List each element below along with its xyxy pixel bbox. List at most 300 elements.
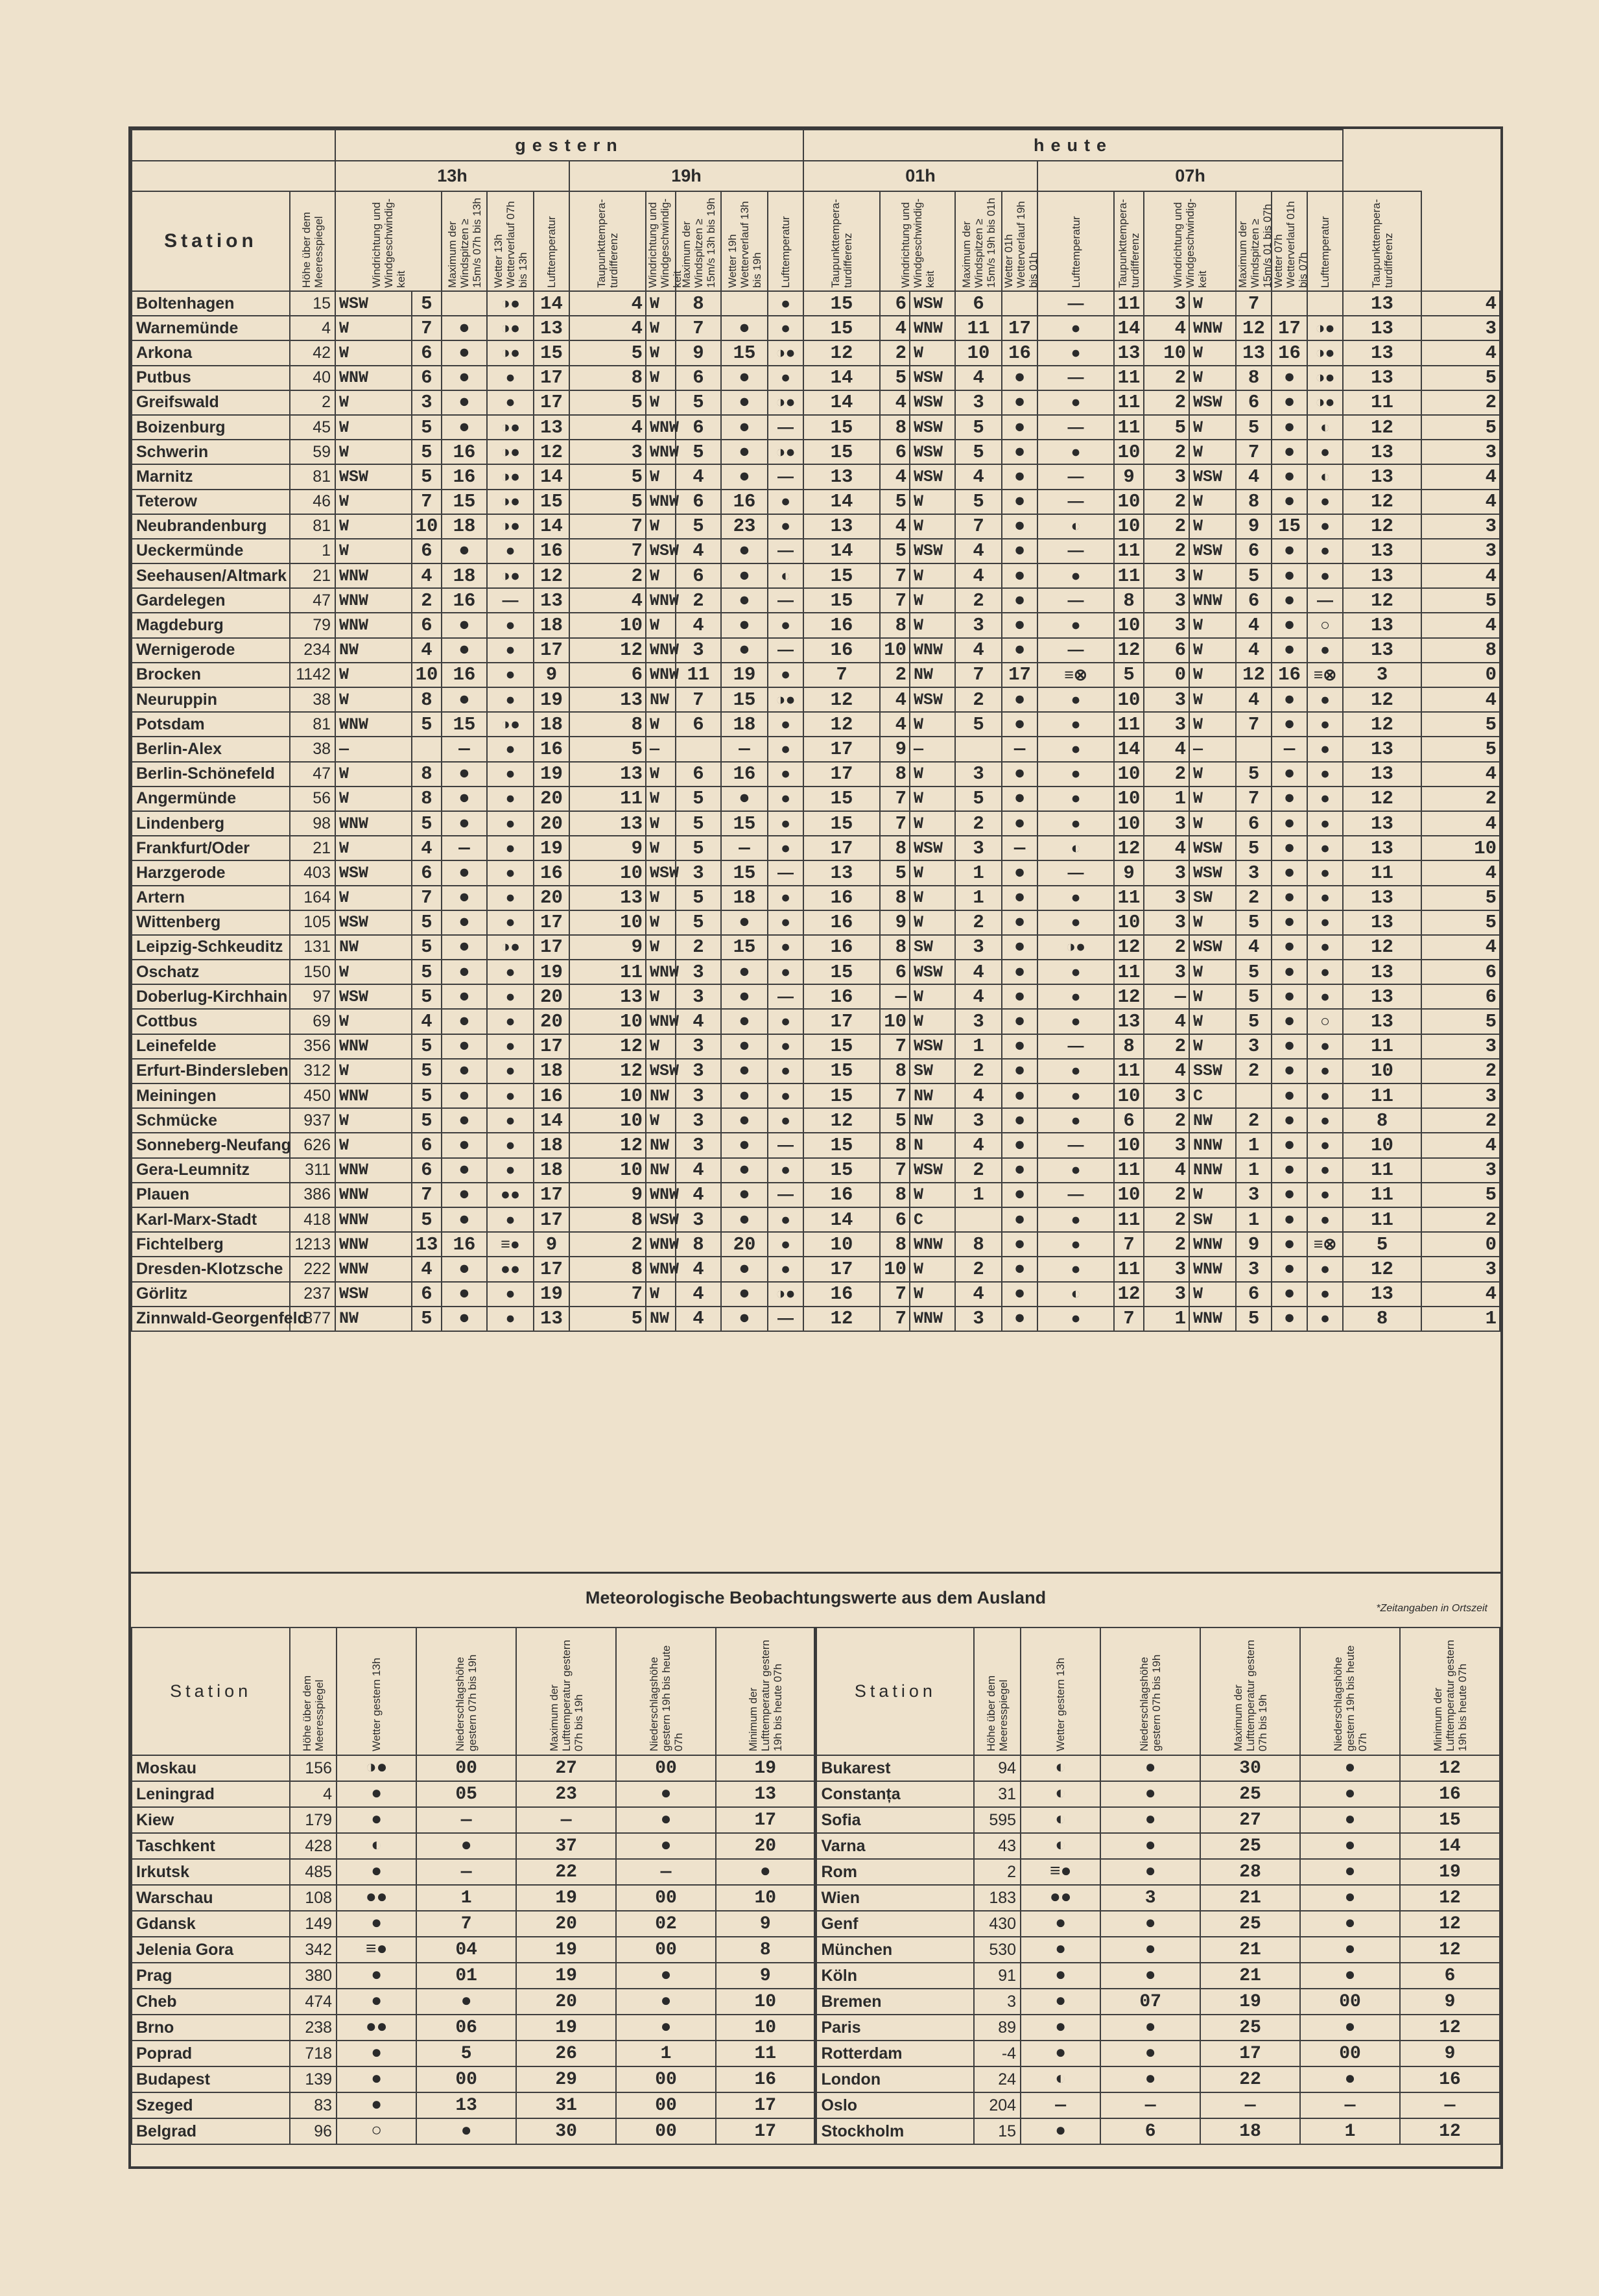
cell: ● — [616, 2015, 716, 2041]
cell: 13 — [416, 2092, 516, 2118]
table-row — [132, 1232, 1500, 1257]
cell: 3 — [1421, 1034, 1500, 1059]
cell: ◑● — [487, 563, 534, 588]
cell: 00 — [616, 1885, 716, 1911]
cell: W — [1189, 440, 1236, 464]
cell: 05 — [416, 1781, 516, 1807]
cell: 16 — [442, 440, 487, 464]
cell: WNW — [910, 638, 955, 663]
wind07-header: Windrichtung und Windgeschwindig-keit — [1144, 191, 1236, 291]
cell: 5 — [955, 712, 1002, 737]
cell: ● — [442, 1307, 487, 1331]
cell: 3 — [1144, 712, 1189, 737]
foreign-station-name: Stockholm — [816, 2118, 974, 2144]
cell: 13 — [569, 687, 646, 712]
cell: 17 — [716, 2118, 816, 2144]
cell: 1 — [955, 860, 1002, 885]
table-row — [132, 1859, 1500, 1885]
cell: WSW — [1189, 464, 1236, 489]
cell: 311 — [290, 1158, 335, 1183]
cell: 13 — [1343, 366, 1421, 390]
cell: 4 — [1144, 1009, 1189, 1034]
cell: 19 — [516, 1937, 616, 1963]
cell: ● — [716, 1859, 816, 1885]
cell: 16 — [442, 663, 487, 687]
cell: 6 — [880, 1207, 910, 1232]
cell: 12 — [569, 1059, 646, 1083]
cell: — — [1272, 737, 1307, 761]
cell: W — [910, 860, 955, 885]
cell: ● — [1300, 1885, 1400, 1911]
cell: NW — [910, 1108, 955, 1133]
cell: 2 — [955, 588, 1002, 613]
cell: 12 — [569, 1133, 646, 1157]
cell: ● — [1272, 1282, 1307, 1307]
cell: 4 — [955, 984, 1002, 1009]
cell: 02 — [616, 1911, 716, 1937]
cell: 6 — [412, 1158, 442, 1183]
cell: 2 — [676, 935, 721, 960]
cell: ● — [487, 1059, 534, 1083]
cell: ● — [1037, 787, 1114, 811]
cell: 6 — [880, 960, 910, 984]
cell: ◐ — [1021, 1807, 1100, 1833]
cell: W — [335, 490, 412, 514]
cell: 6 — [1400, 1963, 1500, 1989]
cell: WNW — [646, 415, 676, 440]
cell: 2 — [1144, 539, 1189, 563]
table-row — [132, 1963, 1500, 1989]
cell: 15 — [803, 563, 880, 588]
cell: 15 — [803, 811, 880, 836]
cell: 4 — [1421, 291, 1500, 316]
cell: 8 — [412, 787, 442, 811]
cell: 7 — [880, 787, 910, 811]
table-row — [132, 1781, 1500, 1807]
cell: 17 — [1002, 663, 1037, 687]
cell: 3 — [955, 613, 1002, 637]
cell: ● — [487, 539, 534, 563]
cell: 15 — [803, 1059, 880, 1083]
cell: 11 — [1114, 366, 1144, 390]
cell: — — [721, 836, 768, 860]
cell: 12 — [1114, 984, 1144, 1009]
foreign-hoehe-left: Höhe über dem Meeresspiegel — [290, 1627, 337, 1755]
cell: 3 — [676, 1108, 721, 1133]
cell: 2 — [1236, 1059, 1272, 1083]
station-name: Doberlug-Kirchhain — [132, 984, 290, 1009]
cell: WSW — [646, 1207, 676, 1232]
foreign-station-name: Moskau — [132, 1755, 290, 1781]
cell: 17 — [803, 1257, 880, 1281]
cell: ● — [1272, 960, 1307, 984]
cell: ● — [487, 960, 534, 984]
cell: 7 — [1236, 291, 1272, 316]
station-name: Karl-Marx-Stadt — [132, 1207, 290, 1232]
foreign-station-name: Genf — [816, 1911, 974, 1937]
cell: ● — [768, 663, 803, 687]
cell: 238 — [290, 2015, 337, 2041]
cell: ◐ — [1021, 1781, 1100, 1807]
cell: 4 — [1236, 613, 1272, 637]
cell: 2 — [1144, 762, 1189, 787]
cell: 4 — [955, 464, 1002, 489]
cell: 2 — [1421, 787, 1500, 811]
cell: WSW — [910, 440, 955, 464]
cell: WNW — [335, 1183, 412, 1207]
cell: 11 — [1343, 1034, 1421, 1059]
station-name: Plauen — [132, 1183, 290, 1207]
cell: ○ — [1307, 613, 1343, 637]
cell: 8 — [1343, 1307, 1421, 1331]
cell: 16 — [442, 1232, 487, 1257]
cell: ● — [442, 762, 487, 787]
table-row — [132, 1257, 1500, 1281]
cell: W — [1189, 490, 1236, 514]
cell: W — [335, 663, 412, 687]
cell: 16 — [803, 984, 880, 1009]
cell: W — [910, 613, 955, 637]
cell: 8 — [569, 1207, 646, 1232]
cell — [1236, 1083, 1272, 1108]
cell: 8 — [955, 1232, 1002, 1257]
cell: 89 — [974, 2015, 1021, 2041]
cell: 8 — [880, 415, 910, 440]
cell: ● — [442, 1207, 487, 1232]
cell: ● — [721, 415, 768, 440]
cell: 91 — [974, 1963, 1021, 1989]
cell: 5 — [412, 712, 442, 737]
cell: 8 — [676, 1232, 721, 1257]
cell: 38 — [290, 737, 335, 761]
cell: 1 — [616, 2041, 716, 2066]
cell: WSW — [910, 960, 955, 984]
cell: 13 — [1343, 539, 1421, 563]
cell: ● — [1002, 539, 1037, 563]
table-row — [132, 638, 1500, 663]
cell: — — [768, 588, 803, 613]
cell: 5 — [955, 415, 1002, 440]
cell: ● — [1100, 1963, 1200, 1989]
station-name: Boizenburg — [132, 415, 290, 440]
station-name: Teterow — [132, 490, 290, 514]
cell: 11 — [1343, 1183, 1421, 1207]
cell: ● — [616, 1781, 716, 1807]
table-row — [132, 1885, 1500, 1911]
cell: ● — [721, 613, 768, 637]
cell — [676, 737, 721, 761]
cell: W — [646, 316, 676, 340]
h19-header: 19h — [569, 161, 803, 191]
station-name: Artern — [132, 886, 290, 910]
cell: ● — [1307, 638, 1343, 663]
cell: 12 — [1343, 514, 1421, 539]
cell: W — [910, 563, 955, 588]
cell: 12 — [1114, 836, 1144, 860]
cell: ● — [442, 984, 487, 1009]
cell: WNW — [335, 366, 412, 390]
cell: ● — [442, 1158, 487, 1183]
cell: 25 — [1200, 2015, 1300, 2041]
cell: ◑● — [487, 464, 534, 489]
cell: WSW — [646, 539, 676, 563]
table-row — [132, 490, 1500, 514]
cell: ● — [768, 836, 803, 860]
h13-header: 13h — [335, 161, 569, 191]
cell: 150 — [290, 960, 335, 984]
cell: 5 — [1421, 1183, 1500, 1207]
cell: — — [1037, 860, 1114, 885]
cell: — — [768, 1183, 803, 1207]
cell: ●● — [487, 1257, 534, 1281]
cell: 7 — [880, 1034, 910, 1059]
cell: ●● — [1021, 1885, 1100, 1911]
cell: NW — [335, 638, 412, 663]
cell: WSW — [1189, 935, 1236, 960]
cell: W — [1189, 613, 1236, 637]
cell: 5 — [880, 490, 910, 514]
cell: 4 — [880, 712, 910, 737]
cell: 47 — [290, 762, 335, 787]
cell: 21 — [290, 836, 335, 860]
cell: ● — [487, 687, 534, 712]
cell: 4 — [676, 1009, 721, 1034]
table-row — [132, 2015, 1500, 2041]
cell: W — [1189, 291, 1236, 316]
cell: ● — [721, 1257, 768, 1281]
cell: 5 — [676, 390, 721, 415]
cell: 4 — [955, 366, 1002, 390]
foreign-table — [131, 1627, 1500, 2145]
cell: 5 — [412, 811, 442, 836]
cell: 00 — [616, 2066, 716, 2092]
cell: 10 — [569, 860, 646, 885]
cell: ◐ — [1021, 1755, 1100, 1781]
cell: ● — [1021, 1989, 1100, 2015]
cell: -4 — [974, 2041, 1021, 2066]
cell: 2 — [955, 910, 1002, 935]
cell: 2 — [955, 687, 1002, 712]
cell: ≡● — [487, 1232, 534, 1257]
table-row — [132, 836, 1500, 860]
cell: 1 — [1236, 1133, 1272, 1157]
cell: 12 — [534, 563, 569, 588]
cell: WNW — [335, 613, 412, 637]
cell: 6 — [1421, 984, 1500, 1009]
table-row — [132, 712, 1500, 737]
cell: ● — [1002, 490, 1037, 514]
cell: 40 — [290, 366, 335, 390]
cell: 5 — [955, 440, 1002, 464]
cell: 29 — [516, 2066, 616, 2092]
cell: 20 — [516, 1911, 616, 1937]
cell: 11 — [1114, 415, 1144, 440]
cell: WSW — [335, 984, 412, 1009]
cell: WNW — [910, 1307, 955, 1331]
cell: 98 — [290, 811, 335, 836]
cell: ● — [721, 539, 768, 563]
cell: 5 — [1421, 415, 1500, 440]
cell: 5 — [569, 340, 646, 365]
cell: NNW — [1189, 1133, 1236, 1157]
cell: WSW — [335, 860, 412, 885]
cell: 5 — [676, 836, 721, 860]
cell: 5 — [1236, 1009, 1272, 1034]
cell: ● — [721, 588, 768, 613]
cell: 20 — [534, 787, 569, 811]
cell: 10 — [569, 1108, 646, 1133]
cell: 13 — [716, 1781, 816, 1807]
cell: 12 — [569, 1034, 646, 1059]
cell: 2 — [1144, 1034, 1189, 1059]
cell: — — [1037, 1034, 1114, 1059]
cell: ● — [1037, 1207, 1114, 1232]
cell: 00 — [616, 1755, 716, 1781]
cell — [955, 1207, 1002, 1232]
cell: 11 — [1343, 390, 1421, 415]
cell: ● — [1037, 687, 1114, 712]
cell: ● — [1307, 836, 1343, 860]
cell: ● — [1300, 1781, 1400, 1807]
cell: 0 — [1144, 663, 1189, 687]
cell: 17 — [1002, 316, 1037, 340]
cell: 16 — [1272, 340, 1307, 365]
cell: 31 — [516, 2092, 616, 2118]
station-name: Gardelegen — [132, 588, 290, 613]
cell: ● — [1300, 1833, 1400, 1859]
cell: ● — [487, 787, 534, 811]
cell: ◑● — [487, 415, 534, 440]
cell: — — [1037, 464, 1114, 489]
cell: W — [910, 588, 955, 613]
cell: 6 — [1236, 539, 1272, 563]
cell: 2 — [1421, 390, 1500, 415]
cell: ● — [442, 1083, 487, 1108]
cell: 380 — [290, 1963, 337, 1989]
cell: ● — [487, 1108, 534, 1133]
cell: 13 — [1343, 340, 1421, 365]
cell: 3 — [1421, 539, 1500, 563]
cell: 18 — [534, 712, 569, 737]
station-name: Seehausen/Altmark — [132, 563, 290, 588]
cell: 10 — [880, 1257, 910, 1281]
cell: C — [910, 1207, 955, 1232]
cell: 2 — [1144, 1183, 1189, 1207]
cell: ● — [487, 638, 534, 663]
station-name: Brocken — [132, 663, 290, 687]
cell: ● — [1100, 1911, 1200, 1937]
cell: 3 — [1144, 860, 1189, 885]
cell: W — [646, 886, 676, 910]
tau01-header: Taupunkttempera-turdifferenz — [1114, 191, 1144, 291]
station-name: Frankfurt/Oder — [132, 836, 290, 860]
cell: 9 — [569, 1183, 646, 1207]
cell: 4 — [1144, 737, 1189, 761]
cell: ● — [768, 935, 803, 960]
cell: 11 — [569, 787, 646, 811]
cell: ● — [442, 366, 487, 390]
cell: 15 — [803, 440, 880, 464]
cell: 356 — [290, 1034, 335, 1059]
cell: ● — [442, 860, 487, 885]
cell: — — [768, 539, 803, 563]
station-name: Lindenberg — [132, 811, 290, 836]
cell: 1 — [1236, 1158, 1272, 1183]
cell: ◑● — [768, 340, 803, 365]
cell: 3 — [1421, 440, 1500, 464]
cell: ● — [442, 1034, 487, 1059]
cell: ●● — [337, 1885, 416, 1911]
cell: ● — [1037, 440, 1114, 464]
cell: — — [416, 1859, 516, 1885]
cell: 937 — [290, 1108, 335, 1133]
cell: 21 — [1200, 1885, 1300, 1911]
cell: 9 — [880, 910, 910, 935]
cell: 2 — [569, 1232, 646, 1257]
cell: ● — [1002, 563, 1037, 588]
cell: 3 — [1144, 1282, 1189, 1307]
cell: 16 — [534, 1083, 569, 1108]
cell: 5 — [412, 910, 442, 935]
cell: 19 — [534, 1282, 569, 1307]
cell: 183 — [974, 1885, 1021, 1911]
cell: ●● — [487, 1183, 534, 1207]
cell: — — [1037, 539, 1114, 563]
table-row — [132, 984, 1500, 1009]
cell: 14 — [534, 514, 569, 539]
cell: ● — [721, 1133, 768, 1157]
cell: 13 — [569, 984, 646, 1009]
cell: 877 — [290, 1307, 335, 1331]
cell: WSW — [1189, 390, 1236, 415]
cell: WSW — [910, 390, 955, 415]
cell: ● — [768, 886, 803, 910]
cell: 12 — [1343, 1257, 1421, 1281]
cell: 312 — [290, 1059, 335, 1083]
cell: 13 — [1343, 440, 1421, 464]
cell: ● — [1002, 984, 1037, 1009]
cell: W — [646, 1282, 676, 1307]
cell: WNW — [335, 563, 412, 588]
cell: ● — [1037, 316, 1114, 340]
cell: 2 — [955, 1158, 1002, 1183]
cell: W — [646, 390, 676, 415]
station-name: Cottbus — [132, 1009, 290, 1034]
wetter07-header: Wetter 07h Wetterverlauf 01h bis 07h — [1272, 191, 1307, 291]
cell: ● — [487, 1133, 534, 1157]
cell — [721, 291, 768, 316]
cell: W — [910, 984, 955, 1009]
cell: 10 — [1144, 340, 1189, 365]
cell: 403 — [290, 860, 335, 885]
cell — [442, 291, 487, 316]
ausland-note: *Zeitangaben in Ortszeit — [1376, 1603, 1487, 1614]
cell: — — [1189, 737, 1236, 761]
cell: 5 — [1421, 737, 1500, 761]
cell: 26 — [516, 2041, 616, 2066]
heute-header: heute — [803, 130, 1343, 161]
cell: ● — [442, 316, 487, 340]
cell: 13 — [1114, 1009, 1144, 1034]
cell: ● — [1002, 464, 1037, 489]
cell: — — [1021, 2092, 1100, 2118]
cell: ● — [768, 514, 803, 539]
cell: 3 — [676, 1059, 721, 1083]
foreign-station-name: Poprad — [132, 2041, 290, 2066]
cell: 00 — [1300, 1989, 1400, 2015]
cell: WNW — [646, 440, 676, 464]
cell: 6 — [955, 291, 1002, 316]
